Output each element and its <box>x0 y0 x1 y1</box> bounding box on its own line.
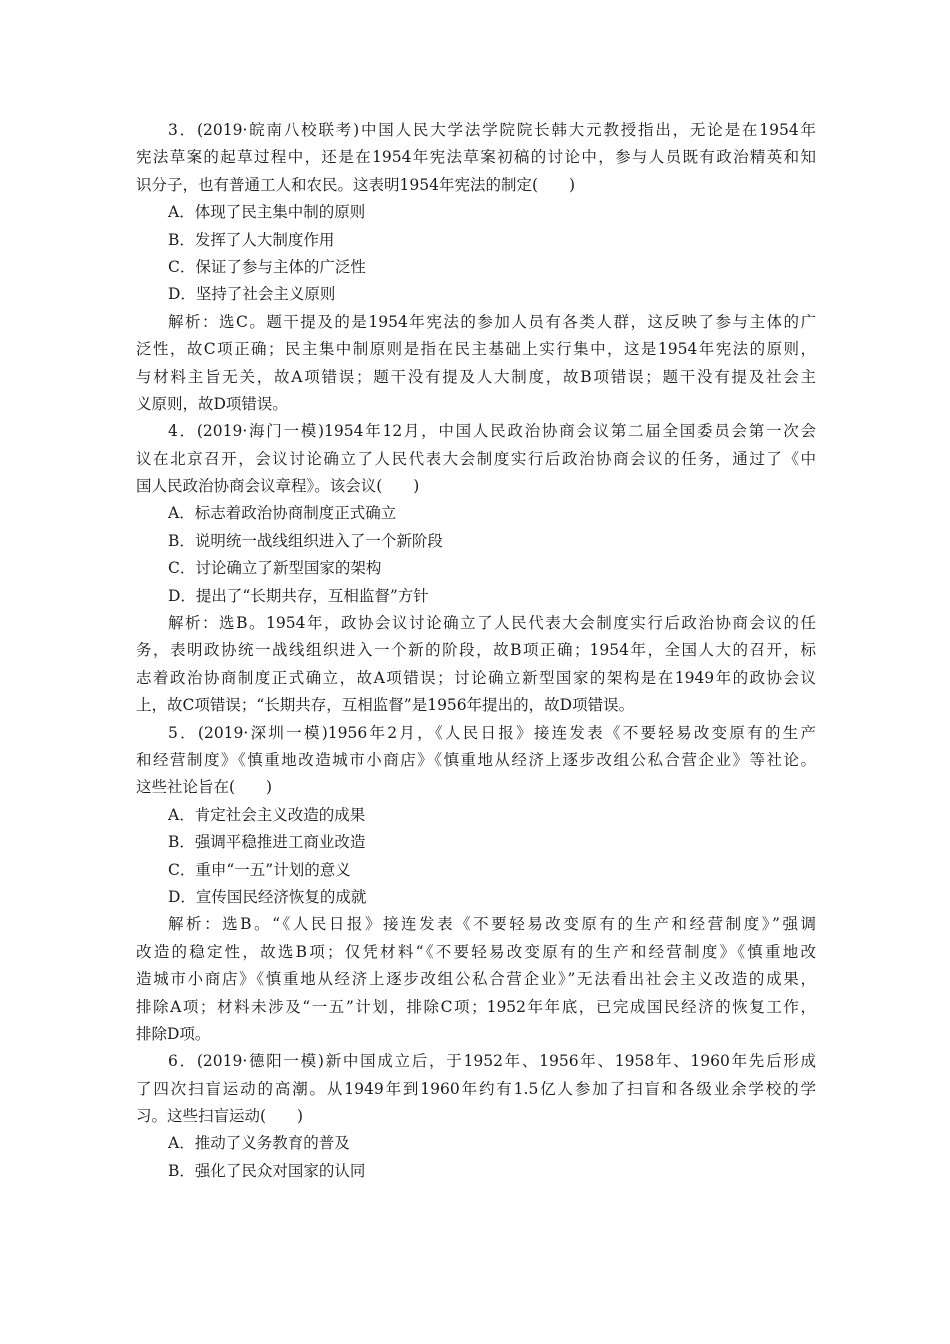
question-stem-line: 议在北京召开，会议讨论确立了人民代表大会制度实行后政治协商会议的任务，通过了《中 <box>136 449 816 468</box>
question-stem-line: 了四次扫盲运动的高潮。从1949年到1960年约有1.5亿人参加了扫盲和各级业余学校的学 <box>136 1079 816 1098</box>
option-d: D．坚持了社会主义原则 <box>168 285 336 304</box>
document-page <box>136 117 816 1185</box>
question-stem-line: 4．(2019·海门一模)1954年12月，中国人民政治协商会议第二届全国委员会第一次会 <box>168 422 816 441</box>
option-b: B．说明统一战线组织进入了一个新阶段 <box>168 531 443 550</box>
analysis-line: 解析：选C。题干提及的是1954年宪法的参加人员有各类人群，这反映了参与主体的广 <box>168 312 816 331</box>
question-stem-line: 国人民政治协商会议章程》。该会议( ) <box>136 477 420 496</box>
analysis-line: 改造的稳定性，故选B项；仅凭材料“《不要轻易改变原有的生产和经营制度》《慎重地改 <box>136 942 816 961</box>
analysis-line: 泛性，故C项正确；民主集中制原则是指在民主基础上实行集中，这是1954年宪法的原则， <box>136 340 816 359</box>
option-c: C．重申“一五”计划的意义 <box>168 860 351 879</box>
question-4 <box>136 418 816 719</box>
option-a: A．标志着政治协商制度正式确立 <box>168 504 397 523</box>
option-d: D．宣传国民经济恢复的成就 <box>168 887 367 906</box>
question-6 <box>136 1048 816 1185</box>
option-d: D．提出了“长期共存，互相监督”方针 <box>168 586 429 605</box>
analysis-line: 上，故C项错误；“长期共存，互相监督”是1956年提出的，故D项错误。 <box>136 696 635 715</box>
question-stem-line: 习。这些扫盲运动( ) <box>136 1107 304 1126</box>
analysis-line: 排除A项；材料未涉及“一五”计划，排除C项；1952年年底，已完成国民经济的恢复工作， <box>136 997 816 1016</box>
analysis-line: 解析：选B。“《人民日报》接连发表《不要轻易改变原有的生产和经营制度》”强调 <box>168 915 816 934</box>
question-stem-line: 5．(2019·深圳一模)1956年2月，《人民日报》接连发表《不要轻易改变原有的生产 <box>168 723 816 742</box>
analysis-line: 与材料主旨无关，故A项错误；题干没有提及人大制度，故B项错误；题干没有提及社会主 <box>136 367 816 386</box>
option-c: C．讨论确立了新型国家的架构 <box>168 559 382 578</box>
analysis-line: 造城市小商店》《慎重地从经济上逐步改组公私合营企业》”无法看出社会主义改造的成果， <box>136 970 816 989</box>
option-a: A．体现了民主集中制的原则 <box>168 203 366 222</box>
option-a: A．肯定社会主义改造的成果 <box>168 805 366 824</box>
question-5 <box>136 720 816 1049</box>
question-stem-line: 3．(2019·皖南八校联考)中国人民大学法学院院长韩大元教授指出，无论是在1954年 <box>168 121 816 139</box>
analysis-line: 排除D项。 <box>136 1024 211 1043</box>
question-stem-line: 和经营制度》《慎重地改造城市小商店》《慎重地从经济上逐步改组公私合营企业》等社论。 <box>136 750 816 769</box>
option-b: B．强调平稳推进工商业改造 <box>168 833 366 852</box>
analysis-line: 务，表明政协统一战线组织进入一个新的阶段，故B项正确；1954年，全国人大的召开，标 <box>136 641 816 660</box>
option-a: A．推动了义务教育的普及 <box>168 1134 350 1153</box>
question-stem-line: 这些社论旨在( ) <box>136 778 273 797</box>
question-stem-line: 6．(2019·德阳一模)新中国成立后，于1952年、1956年、1958年、1960年先后形成 <box>168 1052 816 1071</box>
option-c: C．保证了参与主体的广泛性 <box>168 257 366 276</box>
option-b: B．强化了民众对国家的认同 <box>168 1161 366 1180</box>
option-b: B．发挥了人大制度作用 <box>168 230 335 249</box>
question-3 <box>136 117 816 418</box>
question-stem-line: 宪法草案的起草过程中，还是在1954年宪法草案初稿的讨论中，参与人员既有政治精英和知 <box>136 148 816 167</box>
analysis-line: 解析：选B。1954年，政协会议讨论确立了人民代表大会制度实行后政治协商会议的任 <box>168 614 816 633</box>
analysis-line: 义原则，故D项错误。 <box>136 394 288 413</box>
analysis-line: 志着政治协商制度正式确立，故A项错误；讨论确立新型国家的架构是在1949年的政协会议 <box>136 668 816 687</box>
question-stem-line: 识分子，也有普通工人和农民。这表明1954年宪法的制定( ) <box>136 175 576 194</box>
